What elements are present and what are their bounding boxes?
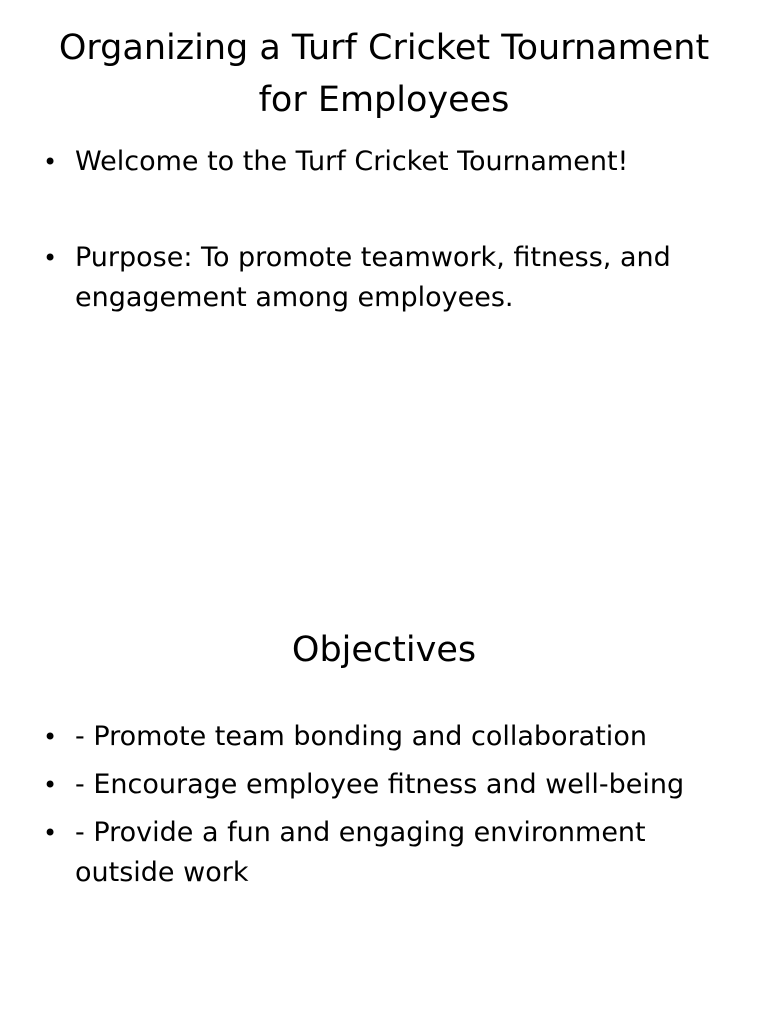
- bullet-text: - Provide a fun and engaging environment outside work: [75, 817, 646, 888]
- bullet-text: - Promote team bonding and collaboration: [75, 721, 647, 752]
- bullet-dot-icon: •: [43, 723, 58, 751]
- slide-title: Organizing a Turf Cricket Tournament for Employees: [58, 28, 710, 120]
- bullet-text: - Encourage employee fitness and well-being: [75, 769, 685, 800]
- bullet-text: Purpose: To promote teamwork, fitness, and engagement among employees.: [75, 242, 671, 313]
- slide-title: Objectives: [291, 630, 477, 670]
- list-item: [40, 142, 730, 182]
- list-item: [40, 717, 730, 757]
- bullet-text: Welcome to the Turf Cricket Tournament!: [75, 146, 629, 177]
- slide-objectives: [0, 512, 768, 1024]
- bullet-dot-icon: •: [43, 819, 58, 847]
- list-item: [40, 813, 730, 893]
- bullet-list: [40, 142, 730, 374]
- bullet-dot-icon: •: [43, 148, 58, 176]
- bullet-list: [40, 717, 730, 901]
- bullet-dot-icon: •: [43, 244, 58, 272]
- list-item: [40, 238, 730, 318]
- list-item: [40, 765, 730, 805]
- bullet-dot-icon: •: [43, 771, 58, 799]
